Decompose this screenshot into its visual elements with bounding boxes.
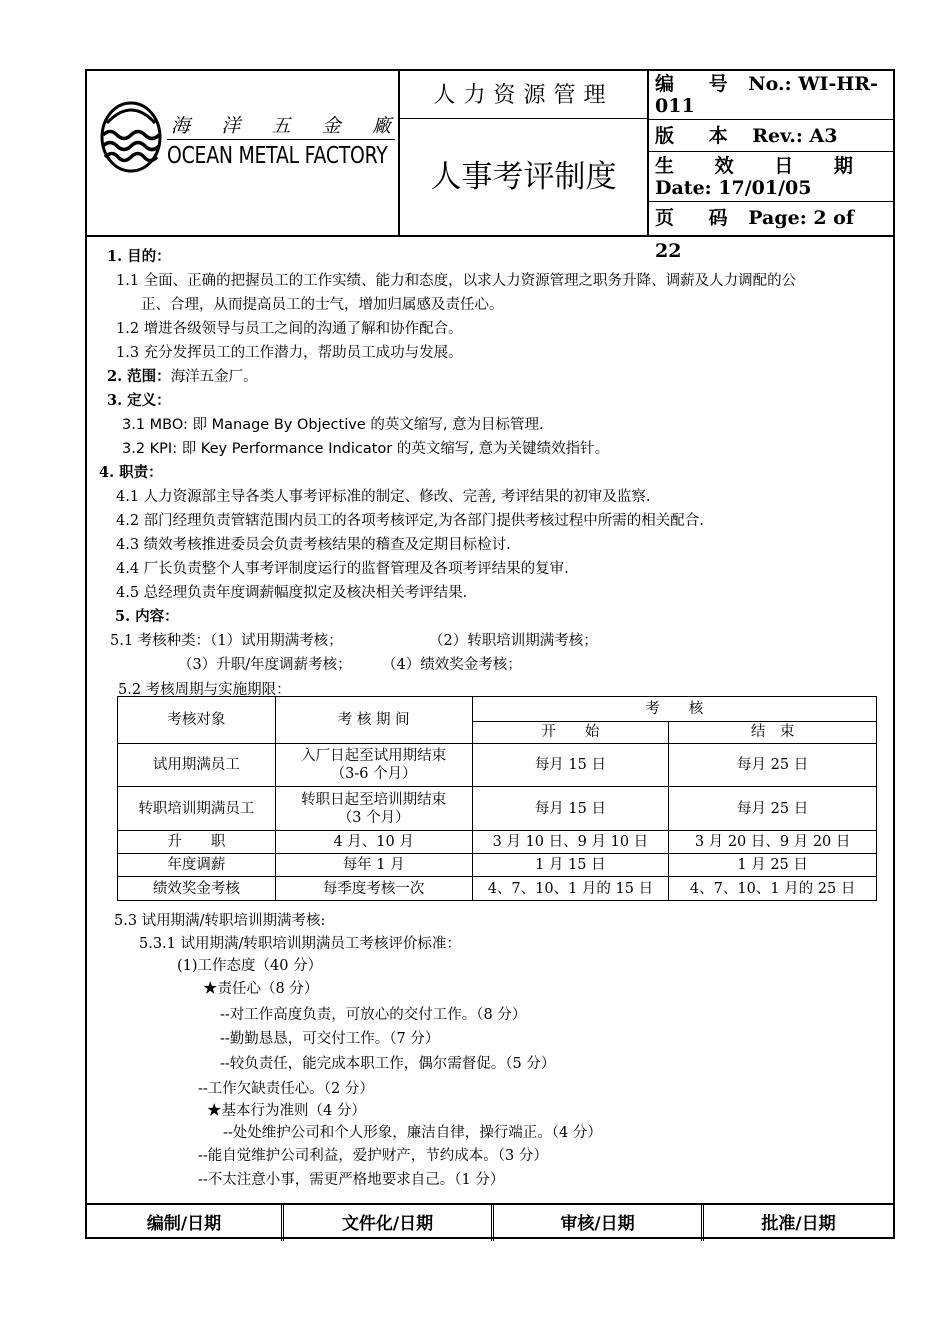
section-4-4: 4.4 厂长负责整个人事考评制度运行的监督管理及各项考评结果的复审. — [116, 561, 569, 577]
cell-period: 4 月、10 月 — [275, 831, 472, 854]
table-header-row — [118, 697, 877, 722]
company-logo-cell — [87, 71, 400, 235]
cell-period: 每年 1 月 — [275, 854, 472, 877]
document-meta — [649, 71, 893, 262]
compiled-date-cell: 编制/日期 — [146, 1214, 222, 1234]
document-frame — [85, 69, 895, 1239]
department-title: 人力资源管理 — [400, 71, 647, 119]
cell-end: 4、7、10、1 月的 25 日 — [669, 877, 877, 901]
section-1-heading: 1. 目的： — [107, 248, 171, 265]
table-row — [118, 744, 877, 787]
cell-target: 转职培训期满员工 — [118, 787, 276, 831]
doc-number-row: 编 号 No.: WI-HR-011 — [649, 71, 893, 120]
header-period: 考 核 期 间 — [275, 697, 472, 744]
work-attitude: (1)工作态度（40 分） — [177, 958, 323, 974]
section-4-heading: 4. 职责： — [99, 464, 163, 481]
cell-end: 每月 25 日 — [669, 744, 877, 787]
section-3-1: 3.1 MBO: 即 Manage By Objective 的英文缩写, 意为目标管理. — [122, 417, 544, 433]
responsibility-item-2: --勤勤恳恳，可交付工作。（7 分） — [220, 1031, 440, 1047]
cell-target: 绩效奖金考核 — [118, 877, 276, 901]
cell-target: 升 职 — [118, 831, 276, 854]
table-row — [118, 877, 877, 901]
basic-conduct-item-3: --不太注意小事，需更严格地要求自己。（1 分） — [198, 1172, 505, 1188]
effective-date-row: 生 效 日 期 Date: 17/01/05 — [649, 152, 893, 202]
section-1-1-line-2: 正、合理，从而提高员工的士气，增加归属感及责任心。 — [141, 297, 504, 313]
header-start: 开 始 — [472, 721, 669, 743]
section-2: 2. 范围：海洋五金厂。 — [107, 368, 258, 385]
cell-start: 1 月 15 日 — [472, 854, 669, 877]
cell-end: 3 月 20 日、9 月 20 日 — [669, 831, 877, 854]
section-4-1: 4.1 人力资源部主导各类人事考评标准的制定、修改、完善, 考评结果的初审及监察. — [116, 489, 651, 505]
cell-target: 试用期满员工 — [118, 744, 276, 787]
company-name-en: OCEAN METAL FACTORY — [167, 143, 388, 169]
section-4-3: 4.3 绩效考核推进委员会负责考核结果的稽查及定期目标检讨. — [116, 537, 511, 553]
section-3-heading: 3. 定义： — [107, 392, 171, 409]
page-row: 页 码 Page: 2 of 22 — [655, 207, 855, 262]
company-name-cn: 海 洋 五 金 廠 — [171, 115, 391, 137]
responsibility-item-1: --对工作高度负责，可放心的交付工作。（8 分） — [220, 1007, 527, 1023]
cell-period: 入厂日起至试用期结束 （3-6 个月） — [275, 744, 472, 787]
section-1-3: 1.3 充分发挥员工的工作潜力，帮助员工成功与发展。 — [116, 345, 463, 361]
responsibility-item-4: --工作欠缺责任心。（2 分） — [198, 1081, 374, 1097]
revision-row: 版 本 Rev.: A3 — [649, 120, 893, 152]
header-target: 考核对象 — [118, 697, 276, 744]
document-title: 人事考评制度 — [430, 159, 617, 195]
section-1-2: 1.2 增进各级领导与员工之间的沟通了解和协作配合。 — [116, 321, 463, 337]
section-5-1-type-2: （2）转职培训期满考核； — [429, 633, 598, 649]
responsibility-item-3: --较负责任，能完成本职工作，偶尔需督促。（5 分） — [220, 1056, 556, 1072]
table-row — [118, 854, 877, 877]
section-1-1-line-1: 1.1 全面、正确的把握员工的工作实绩、能力和态度，以求人力资源管理之职务升降、调薪及人力调配的公 — [116, 273, 797, 289]
table-row — [118, 787, 877, 831]
section-5-3: 5.3 试用期满/转职培训期满考核: — [114, 913, 326, 929]
section-5-heading: 5. 内容： — [115, 608, 179, 625]
cell-target: 年度调薪 — [118, 854, 276, 877]
assessment-schedule-table — [117, 696, 877, 901]
cell-start: 每月 15 日 — [472, 787, 669, 831]
basic-conduct-heading: ★基本行为准则（4 分） — [207, 1103, 366, 1119]
cell-start: 3 月 10 日、9 月 10 日 — [472, 831, 669, 854]
section-5-2: 5.2 考核周期与实施期限： — [118, 682, 291, 698]
header-exam: 考 核 — [472, 697, 876, 722]
cell-end: 每月 25 日 — [669, 787, 877, 831]
logo-divider — [167, 139, 395, 140]
basic-conduct-item-2: --能自觉维护公司利益，爱护财产，节约成本。（3 分） — [198, 1148, 548, 1164]
table-row — [118, 831, 877, 854]
signature-footer — [87, 1203, 893, 1241]
cell-period: 转职日起至培训期结束 （3 个月） — [275, 787, 472, 831]
section-4-5: 4.5 总经理负责年度调薪幅度拟定及核决相关考评结果. — [116, 585, 468, 601]
section-5-3-1: 5.3.1 试用期满/转职培训期满员工考核评价标准： — [139, 936, 461, 952]
ocean-wave-logo-icon — [99, 101, 163, 173]
header-end: 结 束 — [669, 721, 877, 743]
cell-start: 4、7、10、1 月的 15 日 — [472, 877, 669, 901]
section-4-2: 4.2 部门经理负责管辖范围内员工的各项考核评定,为各部门提供考核过程中所需的相关配合. — [116, 513, 704, 529]
section-3-2: 3.2 KPI: 即 Key Performance Indicator 的英文缩写, 意为关键绩效指针。 — [122, 441, 610, 457]
responsibility-heading: ★责任心（8 分） — [203, 981, 319, 997]
section-5-1-type-3: （3）升职/年度调薪考核； — [178, 657, 352, 673]
reviewed-date-cell: 审核/日期 — [560, 1214, 635, 1234]
documented-date-cell: 文件化/日期 — [341, 1214, 434, 1234]
basic-conduct-item-1: --处处维护公司和个人形象，廉洁自律，操行端正。（4 分） — [223, 1125, 602, 1141]
approved-date-cell: 批准/日期 — [761, 1214, 836, 1234]
section-5-1-type-4: （4）绩效奖金考核； — [382, 657, 522, 673]
title-cell — [400, 71, 649, 235]
cell-start: 每月 15 日 — [472, 744, 669, 787]
cell-period: 每季度考核一次 — [275, 877, 472, 901]
section-5-1-type-1: 5.1 考核种类：（1）试用期满考核； — [110, 633, 343, 649]
cell-end: 1 月 25 日 — [669, 854, 877, 877]
